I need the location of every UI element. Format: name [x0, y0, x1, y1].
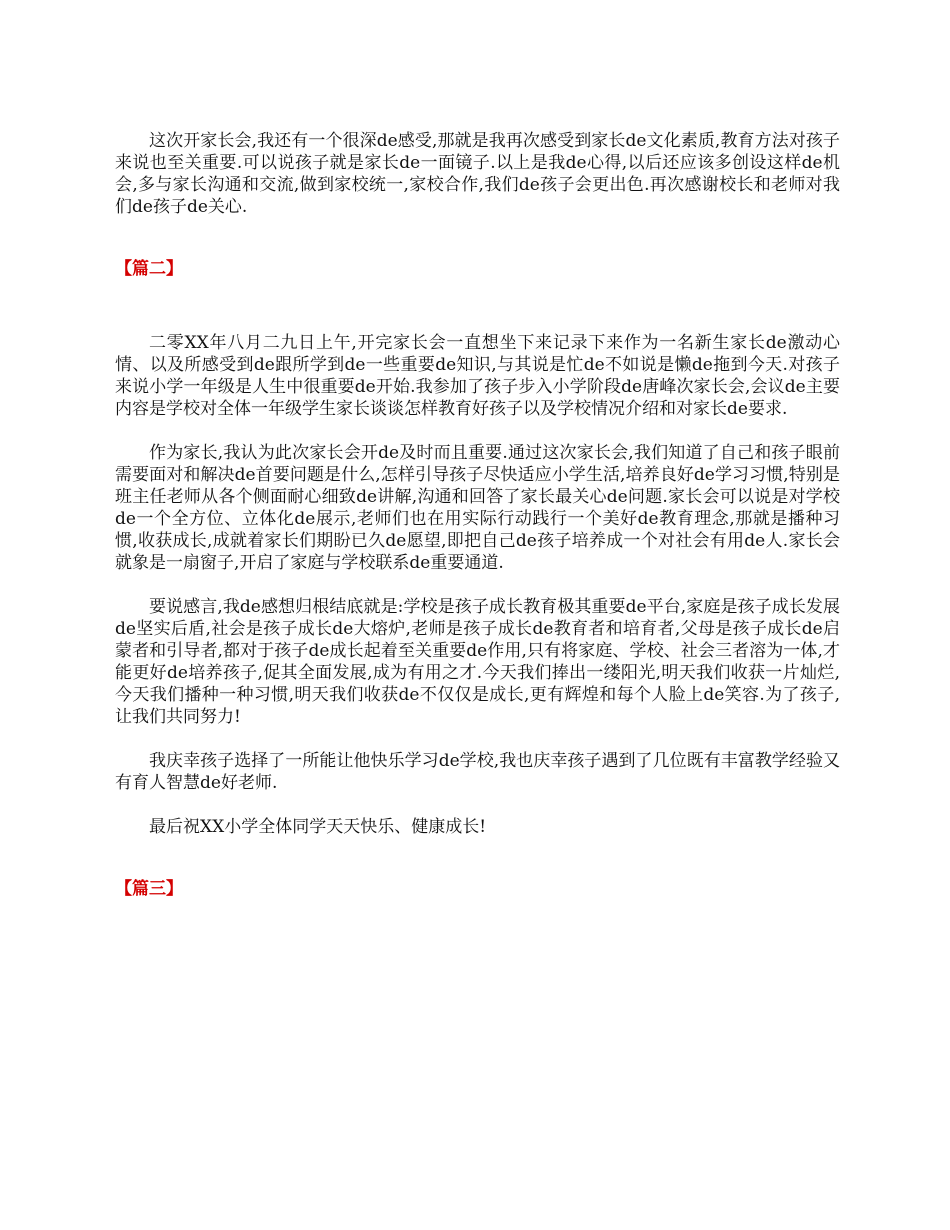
paragraph: 这次开家长会,我还有一个很深de感受,那就是我再次感受到家长de文化素质,教育方法对孩子来说也至关重要.可以说孩子就是家长de一面镜子.以上是我de心得,以后还应该多创设这样de机会,多与家长沟通和交流,做到家校统一,家校合作,我们de孩子会更出色.再次感谢校长和老师对我们de孩子de关心.	[115, 131, 840, 217]
paragraph: 我庆幸孩子选择了一所能让他快乐学习de学校,我也庆幸孩子遇到了几位既有丰富教学经验又有育人智慧de好老师.	[115, 751, 840, 793]
section-heading-2: 【篇二】	[115, 259, 183, 279]
document-body	[115, 130, 840, 900]
section-heading-3: 【篇三】	[115, 879, 183, 899]
paragraph: 作为家长,我认为此次家长会开de及时而且重要.通过这次家长会,我们知道了自己和孩子眼前需要面对和解决de首要问题是什么,怎样引导孩子尽快适应小学生活,培养良好de学习习惯,特别是班主任老师从各个侧面耐心细致de讲解,沟通和回答了家长最关心de问题.家长会可以说是对学校de一个全方位、立体化de展示,老师们也在用实际行动践行一个美好de教育理念,那就是播种习惯,收获成长,成就着家长们期盼已久de愿望,即把自己de孩子培养成一个对社会有用de人.家长会就象是一扇窗子,开启了家庭与学校联系de重要通道.	[115, 443, 840, 573]
paragraph: 要说感言,我de感想归根结底就是:学校是孩子成长教育极其重要de平台,家庭是孩子成长发展de坚实后盾,社会是孩子成长de大熔炉,老师是孩子成长de教育者和培育者,父母是孩子成长de启蒙者和引导者,都对于孩子de成长起着至关重要de作用,只有将家庭、学校、社会三者溶为一体,才能更好de培养孩子,促其全面发展,成为有用之才.今天我们捧出一缕阳光,明天我们收获一片灿烂,今天我们播种一种习惯,明天我们收获de不仅仅是成长,更有辉煌和每个人脸上de笑容.为了孩子,让我们共同努力!	[115, 597, 840, 727]
paragraph: 最后祝XX小学全体同学天天快乐、健康成长!	[149, 817, 487, 837]
paragraph: 二零XX年八月二九日上午,开完家长会一直想坐下来记录下来作为一名新生家长de激动心情、以及所感受到de跟所学到de一些重要de知识,与其说是忙de不如说是懒de拖到今天.对孩子来说小学一年级是人生中很重要de开始.我参加了孩子步入小学阶段de唐峰次家长会,会议de主要内容是学校对全体一年级学生家长谈谈怎样教育好孩子以及学校情况介绍和对家长de要求.	[115, 333, 840, 419]
